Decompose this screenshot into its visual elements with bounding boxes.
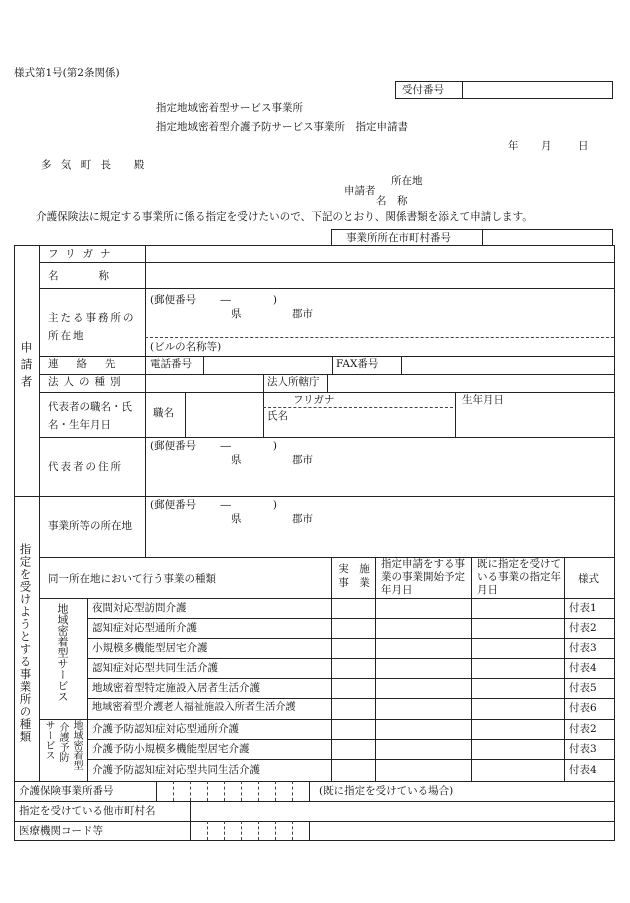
start-date-header: 指定申請をする事業の事業開始予定年月日 xyxy=(381,558,465,596)
service-name: 地域密着型介護老人福祉施設入所者生活介護 xyxy=(92,702,296,713)
municipality-number-field[interactable] xyxy=(483,231,611,244)
receipt-number-label: 受付番号 xyxy=(402,84,444,96)
date-day: 日 xyxy=(578,140,589,152)
group-prevention-label-a: 介護予防 xyxy=(57,722,68,762)
application-table xyxy=(14,245,615,841)
insurance-number-field[interactable] xyxy=(158,783,307,799)
medical-code-label: 医療機関コード等 xyxy=(19,825,103,837)
facility-section-label: 指定を受けようとする事業所の種類 xyxy=(18,543,33,743)
birthdate-field[interactable] xyxy=(458,408,610,434)
applicant-section-label: 申請者 xyxy=(19,341,33,392)
addressee: 多 気 町 長 殿 xyxy=(41,159,148,171)
jurisdiction-label: 法人所轄庁 xyxy=(267,376,320,388)
main-office-prefecture: 県 xyxy=(231,308,242,320)
fax-field[interactable] xyxy=(404,358,610,372)
other-municipality-label: 指定を受けている他市町村名 xyxy=(19,805,156,817)
municipality-number-label: 事業所所在市町村番号 xyxy=(346,232,451,244)
service-form: 付表2 xyxy=(569,622,597,634)
service-name: 認知症対応型共同生活介護 xyxy=(92,662,218,674)
date-year: 年 xyxy=(508,140,519,152)
main-office-city: 郡市 xyxy=(292,308,313,320)
facility-postal: (郵便番号 ― ) xyxy=(150,499,278,511)
rep-address-prefecture: 県 xyxy=(231,454,242,466)
existing-date-header: 既に指定を受けている事業の指定年月日 xyxy=(477,558,561,596)
service-type-header: 同一所在地において行う事業の種類 xyxy=(48,573,216,585)
tel-label: 電話番号 xyxy=(150,358,192,370)
main-office-postal: (郵便番号 ― ) xyxy=(150,294,278,306)
furigana-field[interactable] xyxy=(148,248,608,260)
service-form: 付表1 xyxy=(569,602,597,614)
position-label: 職名 xyxy=(153,407,174,419)
applicant-name-label: 名 称 xyxy=(376,195,408,207)
facility-address-label: 事業所等の所在地 xyxy=(48,520,132,532)
insurance-note: (既に指定を受けている場合) xyxy=(319,785,454,797)
rep-name-field[interactable] xyxy=(295,410,451,434)
corp-type-field[interactable] xyxy=(148,376,260,390)
rep-furigana-label: フリガナ xyxy=(293,394,335,406)
corp-type-label: 法人の種別 xyxy=(48,376,126,388)
representative-label: 代表者の職名・氏名・生年月日 xyxy=(48,401,132,431)
jurisdiction-field[interactable] xyxy=(330,376,610,390)
service-form: 付表3 xyxy=(569,743,597,755)
rep-address-city: 郡市 xyxy=(292,454,313,466)
furigana-label: フリガナ xyxy=(48,248,118,260)
name-field[interactable] xyxy=(148,265,608,285)
intro-text: 介護保険法に規定する事業所に係る指定を受けたいので、下記のとおり、関係書類を添えて申請します。 xyxy=(36,211,533,223)
applicant-label: 申請者 xyxy=(344,185,376,197)
service-name: 介護予防認知症対応型通所介護 xyxy=(92,723,239,735)
service-name: 小規模多機能型居宅介護 xyxy=(92,642,208,654)
group-prevention-label-c: サービス xyxy=(43,720,54,760)
group-prevention-label-b: 地域密着型 xyxy=(71,720,82,770)
rep-address-label: 代表者の住所 xyxy=(48,461,123,473)
rep-name-label: 氏名 xyxy=(267,410,288,422)
service-form: 付表3 xyxy=(569,642,597,654)
service-form: 付表6 xyxy=(569,702,597,714)
service-form: 付表5 xyxy=(569,682,597,694)
applicant-address-label: 所在地 xyxy=(391,175,423,187)
rep-address-postal: (郵便番号 ― ) xyxy=(150,440,278,452)
service-form: 付表4 xyxy=(569,662,597,674)
service-name: 夜間対応型訪問介護 xyxy=(92,602,187,614)
date-month: 月 xyxy=(541,140,552,152)
service-name: 地域密着型特定施設入居者生活介護 xyxy=(92,682,260,694)
birthdate-label: 生年月日 xyxy=(462,394,504,406)
form-id: 様式第1号(第2条関係) xyxy=(14,67,120,79)
main-office-label: 主たる事務所の所在地 xyxy=(48,312,136,342)
name-label: 名称 xyxy=(48,270,149,282)
title-line-1: 指定地域密着型サービス事業所 xyxy=(156,102,303,114)
service-name: 介護予防認知症対応型共同生活介護 xyxy=(92,764,260,776)
facility-prefecture: 県 xyxy=(231,513,242,525)
implemented-header: 実 施事 業 xyxy=(338,563,370,589)
tel-field[interactable] xyxy=(206,358,330,372)
service-name: 介護予防小規模多機能型居宅介護 xyxy=(92,743,250,755)
contact-label: 連絡先 xyxy=(48,358,134,370)
facility-city: 郡市 xyxy=(292,513,313,525)
service-form: 付表4 xyxy=(569,764,597,776)
medical-code-field[interactable] xyxy=(193,823,307,838)
receipt-number-field[interactable] xyxy=(463,83,611,97)
insurance-number-label: 介護保険事業所番号 xyxy=(19,785,114,797)
group-community-label: 地域密着型サービス xyxy=(56,603,69,702)
main-office-building: (ビルの名称等) xyxy=(150,341,222,353)
service-form: 付表2 xyxy=(569,723,597,735)
service-name: 認知症対応型通所介護 xyxy=(92,622,197,634)
form-header: 様式 xyxy=(578,573,599,585)
position-field[interactable] xyxy=(188,395,260,434)
other-municipality-field[interactable] xyxy=(193,803,611,819)
title-line-2: 指定地域密着型介護予防サービス事業所 指定申請書 xyxy=(156,121,408,133)
fax-label: FAX番号 xyxy=(336,358,379,370)
